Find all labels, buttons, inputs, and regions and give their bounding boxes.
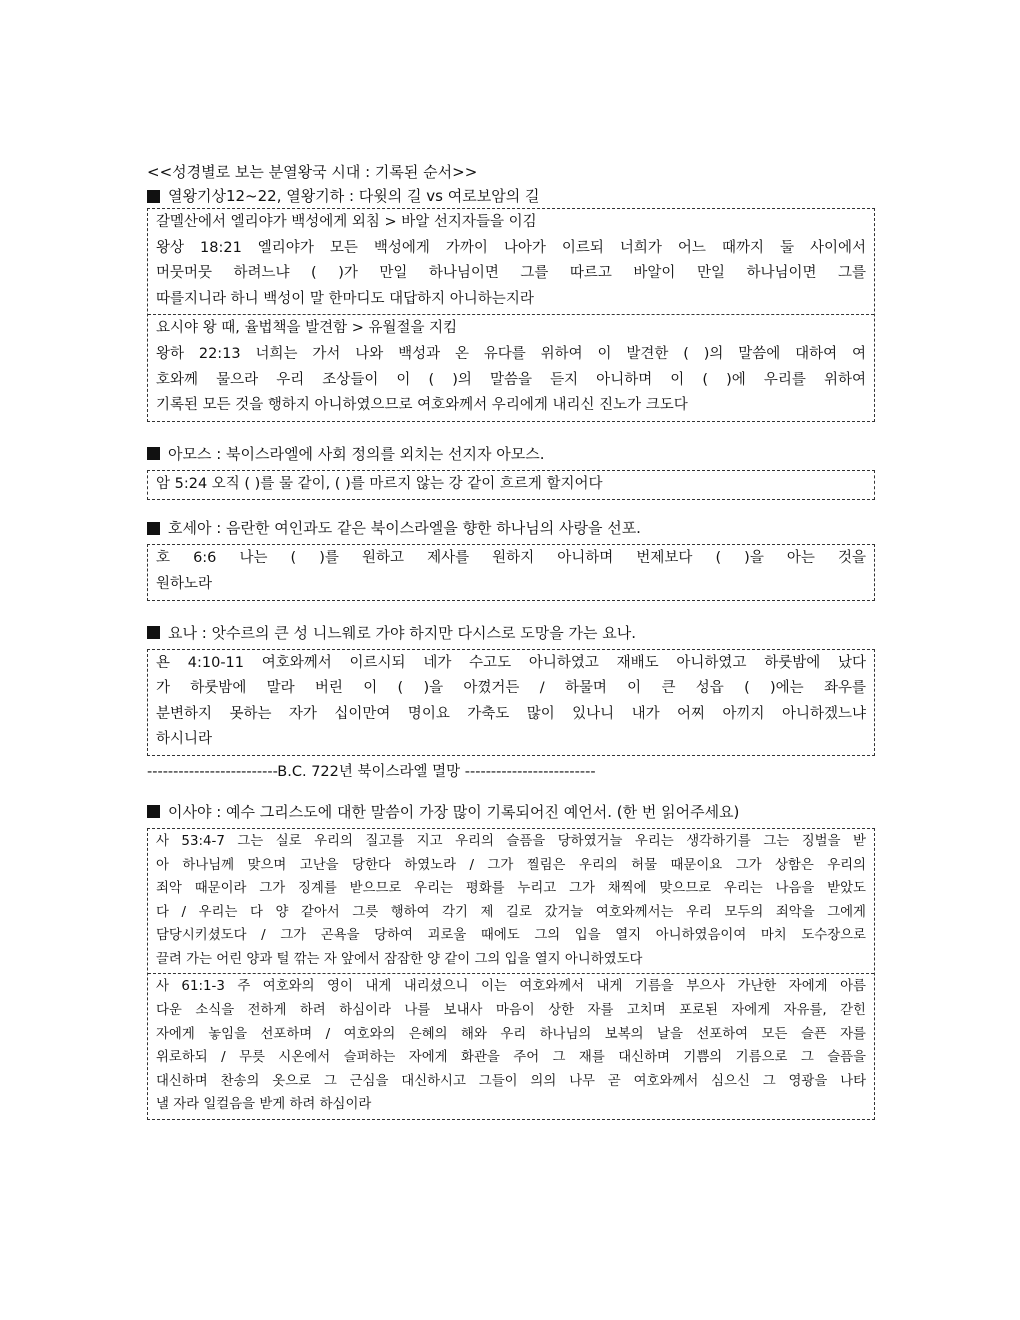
verse-line: 아 하나님께 맞으며 고난을 당한다 하였노라 / 그가 찔림은 우리의 허물 때문이요 그가 상함은 우리의 xyxy=(156,857,866,873)
verse-line: 위로하되 / 무릇 시온에서 슬퍼하는 자에게 화관을 주어 그 재를 대신하며 기쁨의 기름으로 그 슬픔을 xyxy=(156,1050,866,1066)
verse-line: 왕상 18:21 엘리야가 모든 백성에게 가까이 나아가 이르되 너희가 어느 때까지 둘 사이에서 xyxy=(156,239,866,256)
document-title: <<성경별로 보는 분열왕국 시대 : 기록된 순서>> xyxy=(147,163,478,181)
verse-line: 사 53:4-7 그는 실로 우리의 질고를 지고 우리의 슬픔을 당하였거늘 우리는 생각하기를 그는 징벌을 받 xyxy=(156,833,866,849)
verse-box-jonah xyxy=(147,649,875,756)
era-divider xyxy=(147,760,875,784)
heading-text: 이사야 : 예수 그리스도에 대한 말씀이 가장 많이 기록되어진 예언서. (한 번 읽어주세요) xyxy=(168,802,740,821)
section-heading-jonah xyxy=(147,621,875,645)
square-bullet-icon xyxy=(147,190,160,203)
verse-segment-isaiah-61 xyxy=(148,973,874,1119)
verse-line: 따를지니라 하니 백성이 말 한마디도 대답하지 아니하는지라 xyxy=(156,290,534,307)
verse-box-amos xyxy=(147,470,875,501)
verse-line: 호 6:6 나는 ( )를 원하고 제사를 원하지 아니하며 번제보다 ( )을 아는 것을 xyxy=(156,550,866,567)
segment-summary: 요시야 왕 때, 율법책을 발견함 > 유월절을 지킴 xyxy=(156,320,458,337)
heading-text: 요나 : 앗수르의 큰 성 니느웨로 가야 하지만 다시스로 도망을 가는 요나. xyxy=(168,623,636,642)
verse-line: 다 / 우리는 다 양 같아서 그릇 행하여 각기 제 길로 갔거늘 여호와께서는 우리 모두의 죄악을 그에게 xyxy=(156,904,866,920)
verse-box-hosea xyxy=(147,544,875,600)
verse-line: 다운 소식을 전하게 하려 하심이라 나를 보내사 마음이 상한 자를 고치며 포로된 자에게 자유를, 갇힌 xyxy=(156,1003,866,1019)
verse-line: 하시니라 xyxy=(156,731,213,748)
square-bullet-icon xyxy=(147,447,160,460)
divider-dashes-left: ------------------------- xyxy=(147,763,278,780)
square-bullet-icon xyxy=(147,626,160,639)
heading-text: 열왕기상12~22, 열왕기하 : 다윗의 길 vs 여로보암의 길 xyxy=(168,187,540,205)
divider-dashes-right: ------------------------- xyxy=(464,763,596,780)
verse-line: 죄악 때문이라 그가 징계를 받으므로 우리는 평화를 누리고 그가 채찍에 맞으므로 우리는 나음을 받았도 xyxy=(156,881,866,897)
verse-line: 분변하지 못하는 자가 십이만여 명이요 가축도 많이 있나니 내가 어찌 아끼지 아니하겠느냐 xyxy=(156,705,866,722)
verse-line: 자에게 놓임을 선포하며 / 여호와의 은혜의 해와 우리 하나님의 보복의 날을 선포하여 모든 슬픈 자를 xyxy=(156,1026,866,1042)
verse-line: 욘 4:10-11 여호와께서 이르시되 네가 수고도 아니하였고 재배도 아니하였고 하룻밤에 났다 xyxy=(156,654,866,671)
verse-line: 원하노라 xyxy=(156,575,213,592)
heading-text: 호세아 : 음란한 여인과도 같은 북이스라엘을 향한 하나님의 사랑을 선포. xyxy=(168,519,641,538)
verse-segment-isaiah-53 xyxy=(148,829,874,974)
section-heading-hosea xyxy=(147,516,875,540)
segment-summary: 갈멜산에서 엘리야가 백성에게 외침 > 바알 선지자들을 이김 xyxy=(156,214,537,230)
verse-line: 사 61:1-3 주 여호와의 영이 내게 내리셨으니 이는 여호와께서 내게 기름을 부으사 가난한 자에게 아름 xyxy=(156,979,866,995)
verse-line: 기록된 모든 것을 행하지 아니하였으므로 여호와께서 우리에게 내리신 진노가 크도다 xyxy=(156,397,688,414)
verse-line: 가 하룻밤에 말라 버린 이 ( )을 아꼈거든 / 하물며 이 큰 성읍 ( )에는 좌우를 xyxy=(156,680,866,697)
square-bullet-icon xyxy=(147,522,160,535)
verse-line: 암 5:24 오직 ( )를 물 같이, ( )를 마르지 않는 강 같이 흐르게 할지어다 xyxy=(156,475,603,492)
verse-line: 끌려 가는 어린 양과 털 깎는 자 앞에서 잠잠한 양 같이 그의 입을 열지 아니하였도다 xyxy=(156,951,643,967)
verse-line: 호와께 물으라 우리 조상들이 이 ( )의 말씀을 듣지 아니하며 이 ( )에 우리를 위하여 xyxy=(156,371,866,388)
document-page xyxy=(147,160,875,1120)
heading-text: 아모스 : 북이스라엘에 사회 정의를 외치는 선지자 아모스. xyxy=(168,444,545,463)
verse-line: 머뭇머뭇 하려느냐 ( )가 만일 하나님이면 그를 따르고 바알이 만일 하나님이면 그를 xyxy=(156,265,866,282)
verse-line: 대신하며 찬송의 옷으로 그 근심을 대신하시고 그들이 의의 나무 곧 여호와께서 심으신 그 영광을 나타 xyxy=(156,1073,866,1089)
verse-box-kings xyxy=(147,208,875,422)
verse-box-isaiah xyxy=(147,828,875,1120)
verse-segment-josiah xyxy=(148,314,874,420)
divider-label: B.C. 722년 북이스라엘 멸망 xyxy=(277,763,461,780)
verse-line: 담당시키셨도다 / 그가 곤욕을 당하여 괴로울 때에도 그의 입을 열지 아니하였음이여 마치 도수장으로 xyxy=(156,928,866,944)
verse-segment-elijah xyxy=(148,209,874,314)
square-bullet-icon xyxy=(147,805,160,818)
section-heading-kings xyxy=(147,184,875,208)
section-heading-amos xyxy=(147,442,875,466)
verse-line: 왕하 22:13 너희는 가서 나와 백성과 온 유다를 위하여 이 발견한 ( )의 말씀에 대하여 여 xyxy=(156,345,866,362)
verse-line: 낼 자라 일컬음을 받게 하려 하심이라 xyxy=(156,1097,372,1113)
section-heading-isaiah xyxy=(147,800,875,824)
